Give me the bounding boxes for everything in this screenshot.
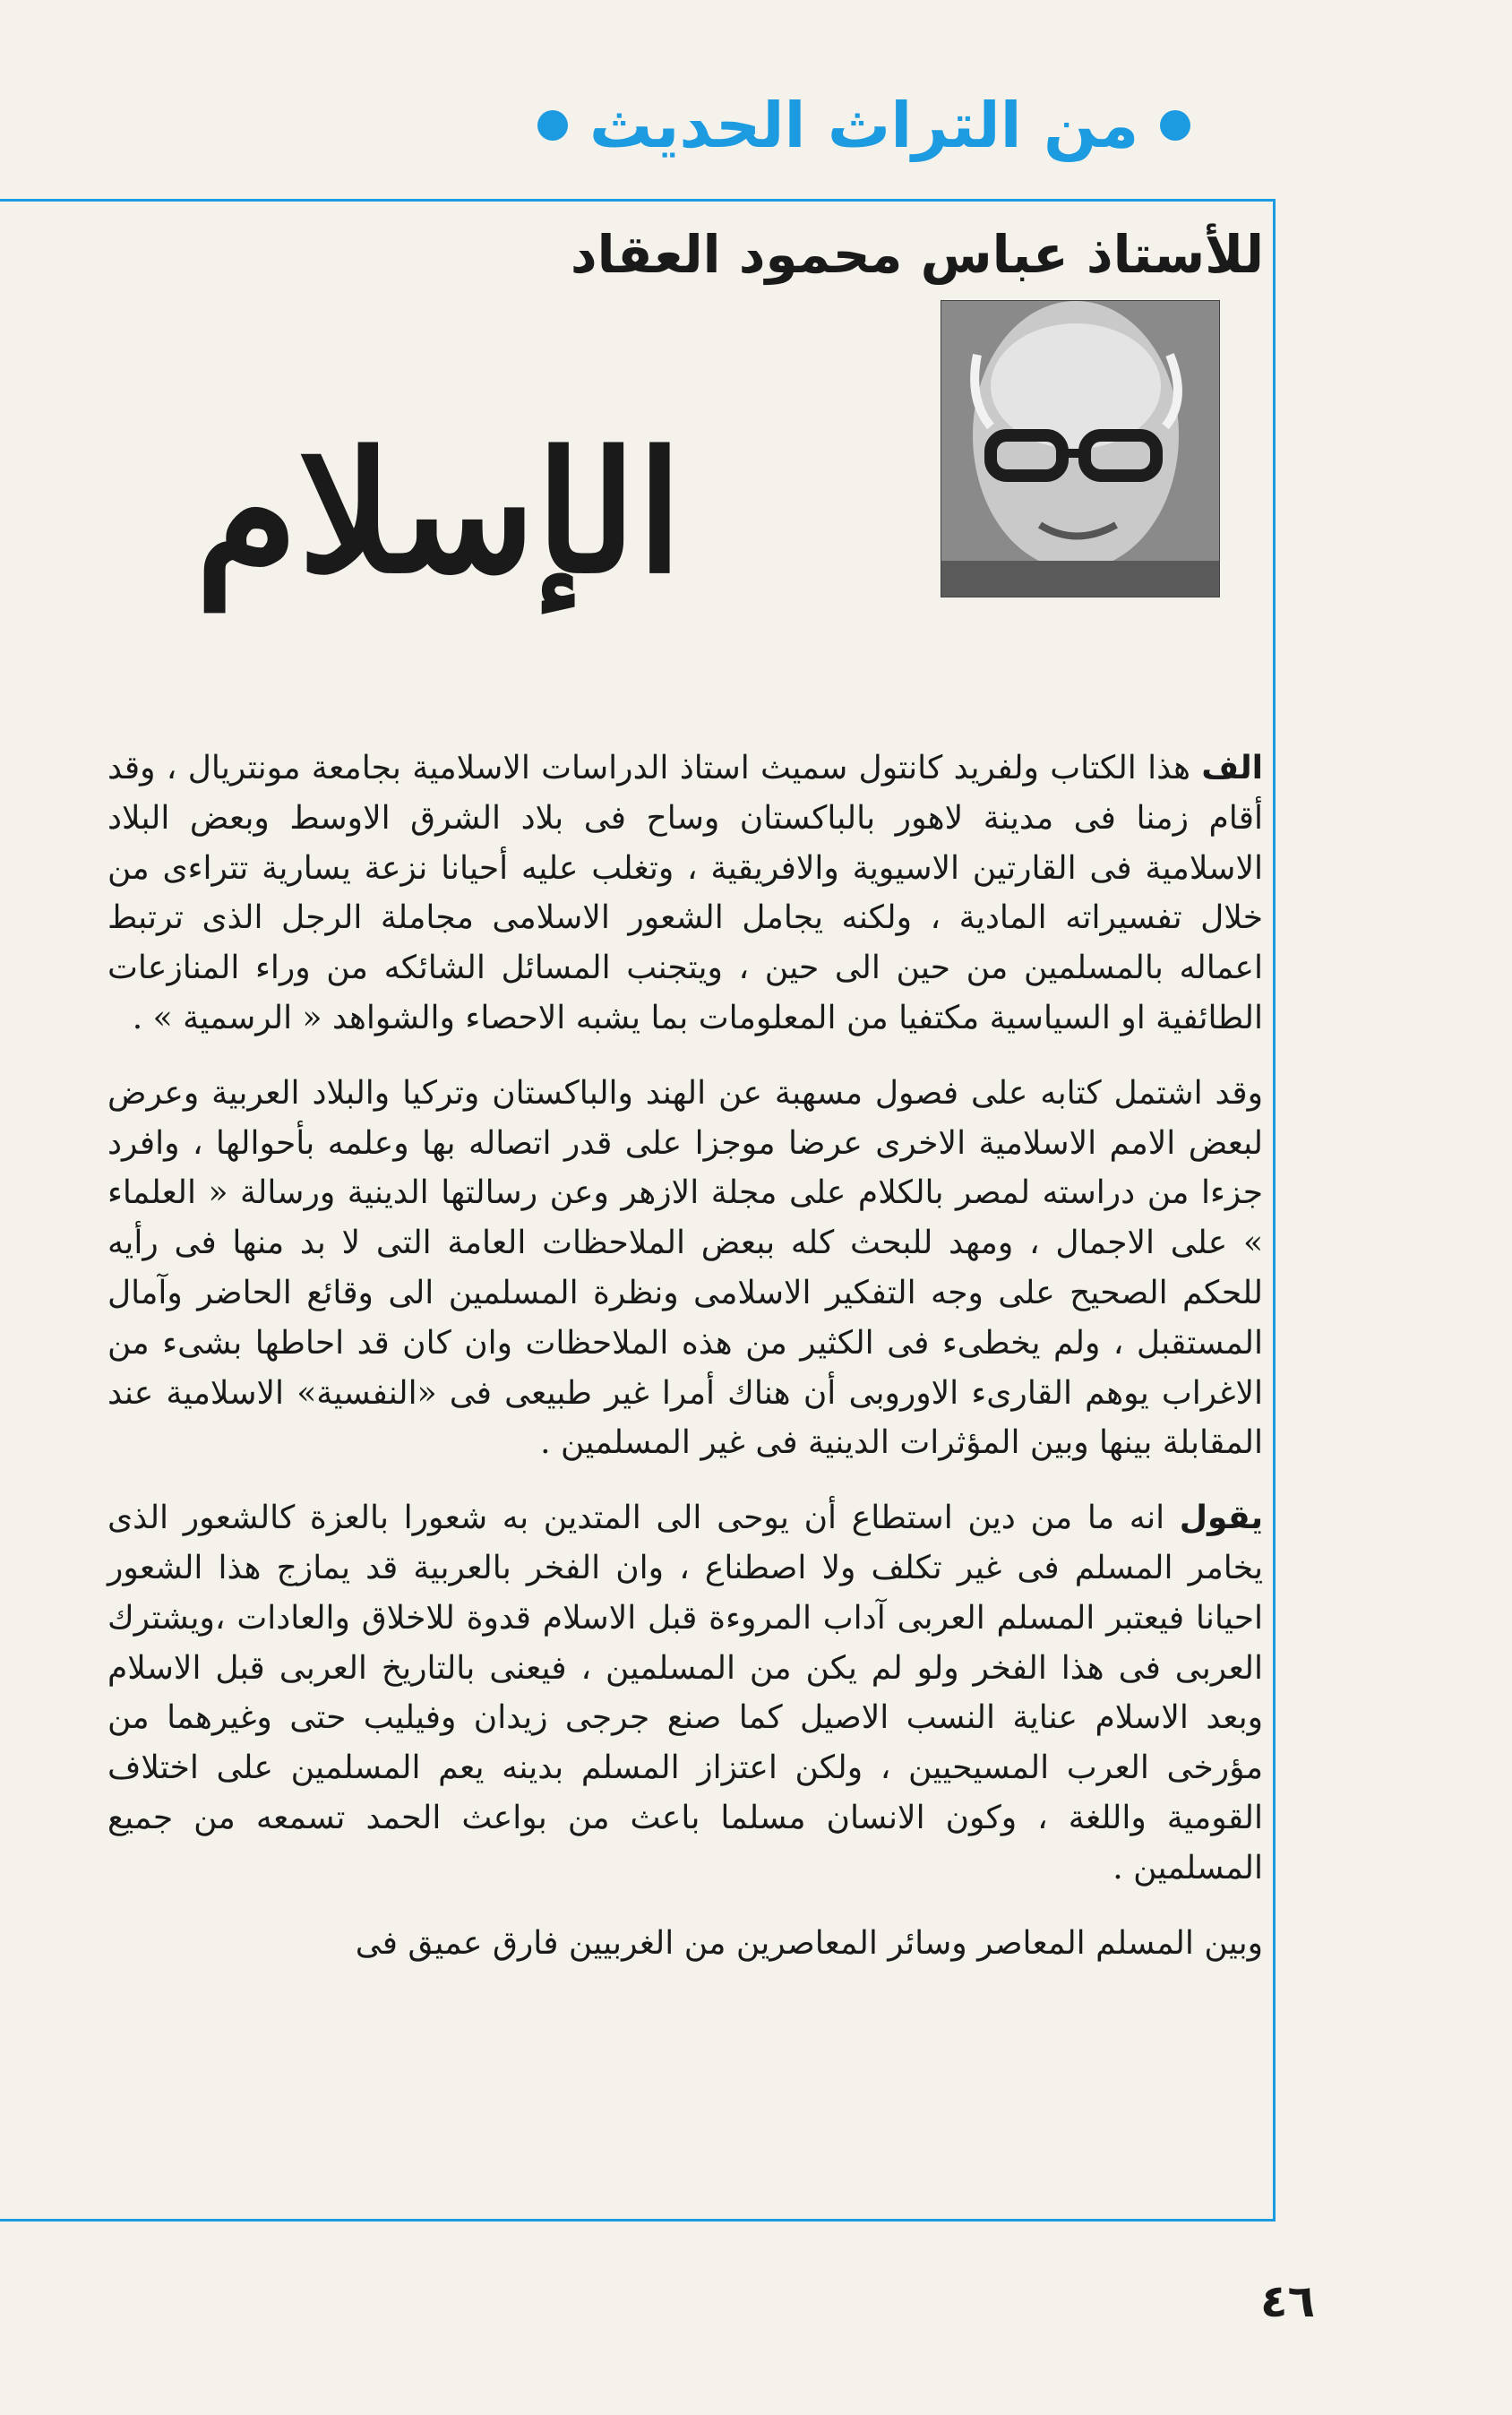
paragraph-lead: الف bbox=[1201, 750, 1263, 786]
paragraph bbox=[107, 1493, 1263, 1893]
paragraph-text: هذا الكتاب ولفريد كانتول سميث استاذ الدراسات الاسلامية بجامعة مونتريال ، وقد أقام زمنا فى مدينة لاهور بالباكستان وساح فى بلاد الشرق الاوسط وبعض البلاد الاسلامية فى القارتين الاسيوية والافريقية ، وتغلب عليه أحيانا نزعة يسارية تتراءى من خلال تفسيراته المادية ، ولكنه يجامل الشعور الاسلامى مجاملة الرجل الذى ترتبط اعماله بالمسلمين من حين الى حين ، ويتجنب المسائل الشائكه من وراء المنازعات الطائفية او السياسية مكتفيا من المعلومات بما يشبه الاحصاء والشواهد « الرسمية » . bbox=[107, 750, 1263, 1036]
paragraph-lead: يقول bbox=[1179, 1500, 1263, 1537]
paragraph-text: وبين المسلم المعاصر وسائر المعاصرين من الغربيين فارق عميق فى bbox=[355, 1924, 1263, 1962]
section-title: من التراث الحديث bbox=[589, 89, 1139, 162]
author-portrait bbox=[941, 300, 1220, 597]
article-title: الإسلام bbox=[194, 415, 683, 610]
bullet-dot-icon bbox=[1160, 110, 1190, 141]
section-header bbox=[537, 81, 1440, 170]
paragraph-text: انه ما من دين استطاع أن يوحى الى المتدين به شعورا بالعزة كالشعور الذى يخامر المسلم فى غير تكلف ولا اصطناع ، وان الفخر بالعربية قد يمازج هذا الشعور احيانا فيعتبر المسلم العربى آداب المروءة قبل الاسلام قدوة للاخلاق والعادات ،ويشترك العربى فى هذا الفخر ولو لم يكن من المسلمين ، فيعنى بالتاريخ العربى قبل الاسلام وبعد الاسلام عناية النسب الاصيل كما صنع جرجى زيدان وفيليب حتى وغيرهما من مؤرخى العرب المسيحيين ، ولكن اعتزاز المسلم بدينه يعم المسلمين على اختلاف القومية واللغة ، وكون الانسان مسلما باعث من بواعث الحمد تسمعه من جميع المسلمين . bbox=[107, 1500, 1263, 1886]
bullet-dot-icon bbox=[537, 110, 568, 141]
article-body bbox=[107, 743, 1263, 1993]
paragraph-text: وقد اشتمل كتابه على فصول مسهبة عن الهند والباكستان وتركيا والبلاد العربية وعرض لبعض الامم الاسلامية الاخرى عرضا موجزا على قدر اتصاله بها وعلمه بأحوالها ، وافرد جزءا من دراسته لمصر بالكلام على مجلة الازهر وعن رسالتها الدينية ورسالة « العلماء » على الاجمال ، ومهد للبحث كله ببعض الملاحظات العامة التى لا بد منها فى رأيه للحكم الصحيح على وجه التفكير الاسلامى ونظرة المسلمين الى وقائع الحاضر وآمال المستقبل ، ولم يخطىء فى الكثير من هذه الملاحظات وان كان قد احاطها بشىء من الاغراب يوهم القارىء الاوروبى أن هناك أمرا غير طبيعى فى «النفسية» الاسلامية عند المقابلة بينها وبين المؤثرات الدينية فى غير المسلمين . bbox=[107, 1074, 1263, 1462]
page-number: ٤٦ bbox=[1259, 2275, 1315, 2327]
paragraph bbox=[107, 1069, 1263, 1468]
paragraph bbox=[107, 1919, 1263, 1969]
paragraph bbox=[107, 743, 1263, 1044]
author-byline: للأستاذ عباس محمود العقاد bbox=[570, 224, 1264, 285]
